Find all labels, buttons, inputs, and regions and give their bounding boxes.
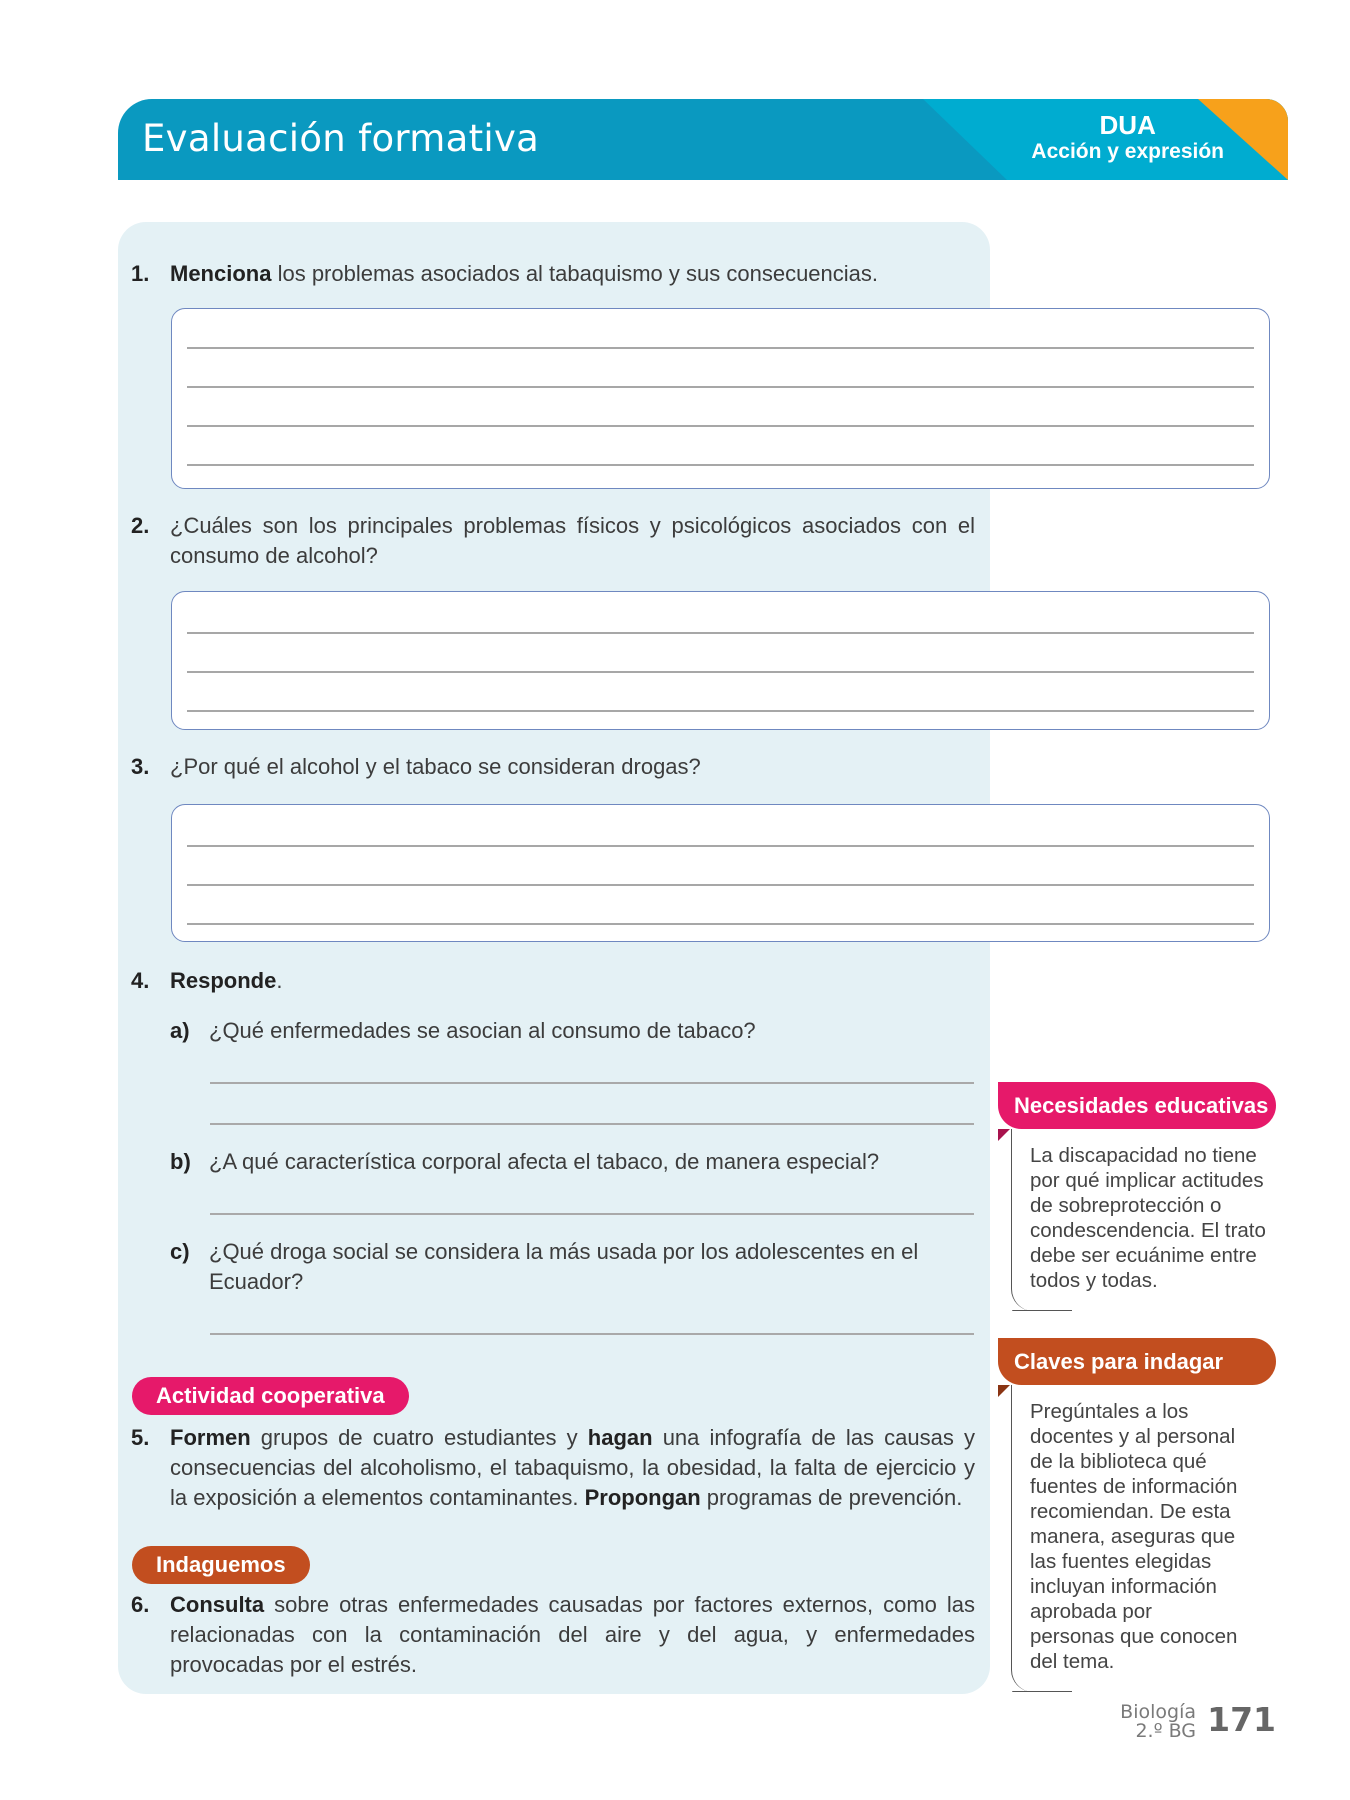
grade-label: 2.º BG <box>1135 1720 1196 1742</box>
answer-line <box>187 671 1254 673</box>
section-header <box>118 99 1288 180</box>
question-text: ¿Por qué el alcohol y el tabaco se consideran drogas? <box>170 754 701 779</box>
question-2 <box>131 511 975 571</box>
question-text <box>131 1423 975 1513</box>
question-number: 1. <box>131 261 150 286</box>
question-4 <box>131 966 975 996</box>
answer-line-b[interactable] <box>210 1213 974 1215</box>
subquestion-label: b) <box>170 1149 191 1174</box>
answer-line <box>187 710 1254 712</box>
question-6 <box>131 1590 975 1680</box>
subquestion-c <box>170 1237 950 1297</box>
side-note-claves-para-indagar <box>998 1338 1276 1692</box>
verb-propongan: Propongan <box>584 1485 701 1510</box>
answer-box-1[interactable] <box>171 308 1270 489</box>
side-note-necesidades-educativas <box>998 1082 1276 1311</box>
page-number: 171 <box>1207 1700 1276 1739</box>
subquestion-text: ¿Qué enfermedades se asocian al consumo de tabaco? <box>209 1018 756 1043</box>
answer-line <box>187 464 1254 466</box>
question-text: ¿Cuáles son los principales problemas físicos y psicológicos asociados con el consumo de alcohol? <box>170 513 975 568</box>
subquestion-text: ¿Qué droga social se considera la más usada por los adolescentes en el Ecuador? <box>209 1239 919 1294</box>
dua-badge <box>1031 111 1224 165</box>
verb-hagan: hagan <box>587 1425 653 1450</box>
text-part: grupos de cuatro estudiantes y <box>250 1425 588 1450</box>
question-number: 2. <box>131 513 150 538</box>
answer-line <box>187 632 1254 634</box>
answer-box-3[interactable] <box>171 804 1270 942</box>
activity-tag-indaguemos: Indaguemos <box>132 1546 310 1584</box>
answer-line-c[interactable] <box>210 1333 974 1335</box>
text-part: programas de prevención. <box>700 1485 963 1510</box>
question-5 <box>131 1423 975 1513</box>
answer-line <box>187 425 1254 427</box>
subquestion-label: a) <box>170 1018 190 1043</box>
answer-line-a2[interactable] <box>210 1123 974 1125</box>
answer-line <box>187 386 1254 388</box>
subquestion-a <box>170 1016 975 1046</box>
question-number: 5. <box>131 1425 150 1450</box>
question-text: los problemas asociados al tabaquismo y sus consecuencias. <box>271 261 879 286</box>
question-number: 6. <box>131 1592 150 1617</box>
subquestion-text: ¿A qué característica corporal afecta el tabaco, de manera especial? <box>209 1149 880 1174</box>
question-number: 4. <box>131 968 150 993</box>
question-3 <box>131 752 975 782</box>
side-note-title: Necesidades educativas <box>998 1082 1276 1129</box>
text-part: una infografía de las causas y consecuencias del alcoholismo, el tabaquismo, la obesidad, la falta de ejercicio y la exposición a elementos contaminantes. <box>170 1425 975 1510</box>
question-verb: Menciona <box>170 261 272 286</box>
answer-line <box>187 845 1254 847</box>
side-note-title: Claves para indagar <box>998 1338 1276 1385</box>
answer-line <box>187 347 1254 349</box>
subquestion-b <box>170 1147 975 1177</box>
answer-line-a1[interactable] <box>210 1082 974 1084</box>
dua-subtitle: Acción y expresión <box>1031 140 1224 163</box>
verb-formen: Formen <box>170 1425 251 1450</box>
answer-box-2[interactable] <box>171 591 1270 730</box>
question-text: . <box>276 968 283 993</box>
page-title: Evaluación formativa <box>142 117 540 160</box>
question-1 <box>131 259 991 289</box>
question-text <box>131 1590 975 1680</box>
answer-line <box>187 923 1254 925</box>
dua-title: DUA <box>1099 110 1156 140</box>
subject-label <box>1120 1703 1196 1741</box>
side-note-body: La discapacidad no tiene por qué implicar actitudes de sobreprotección o condescendencia. El trato debe ser ecuánime entre todos y todas. <box>1011 1129 1273 1311</box>
verb-consulta: Consulta <box>170 1592 265 1617</box>
side-note-body: Pregúntales a los docentes y al personal de la biblioteca qué fuentes de información recomiendan. De esta manera, aseguras que las fuentes elegidas incluyan información aprobada por personas que conocen del tema. <box>1011 1385 1241 1692</box>
text-part: sobre otras enfermedades causadas por factores externos, como las relacionadas con la contaminación del aire y del agua, y enfermedades provocadas por el estrés. <box>170 1592 975 1677</box>
answer-line <box>187 884 1254 886</box>
subquestion-label: c) <box>170 1239 190 1264</box>
page-footer <box>1076 1700 1276 1750</box>
question-verb: Responde <box>170 968 277 993</box>
activity-tag-cooperativa: Actividad cooperativa <box>132 1377 409 1415</box>
subject-name: Biología <box>1120 1701 1196 1723</box>
question-number: 3. <box>131 754 150 779</box>
